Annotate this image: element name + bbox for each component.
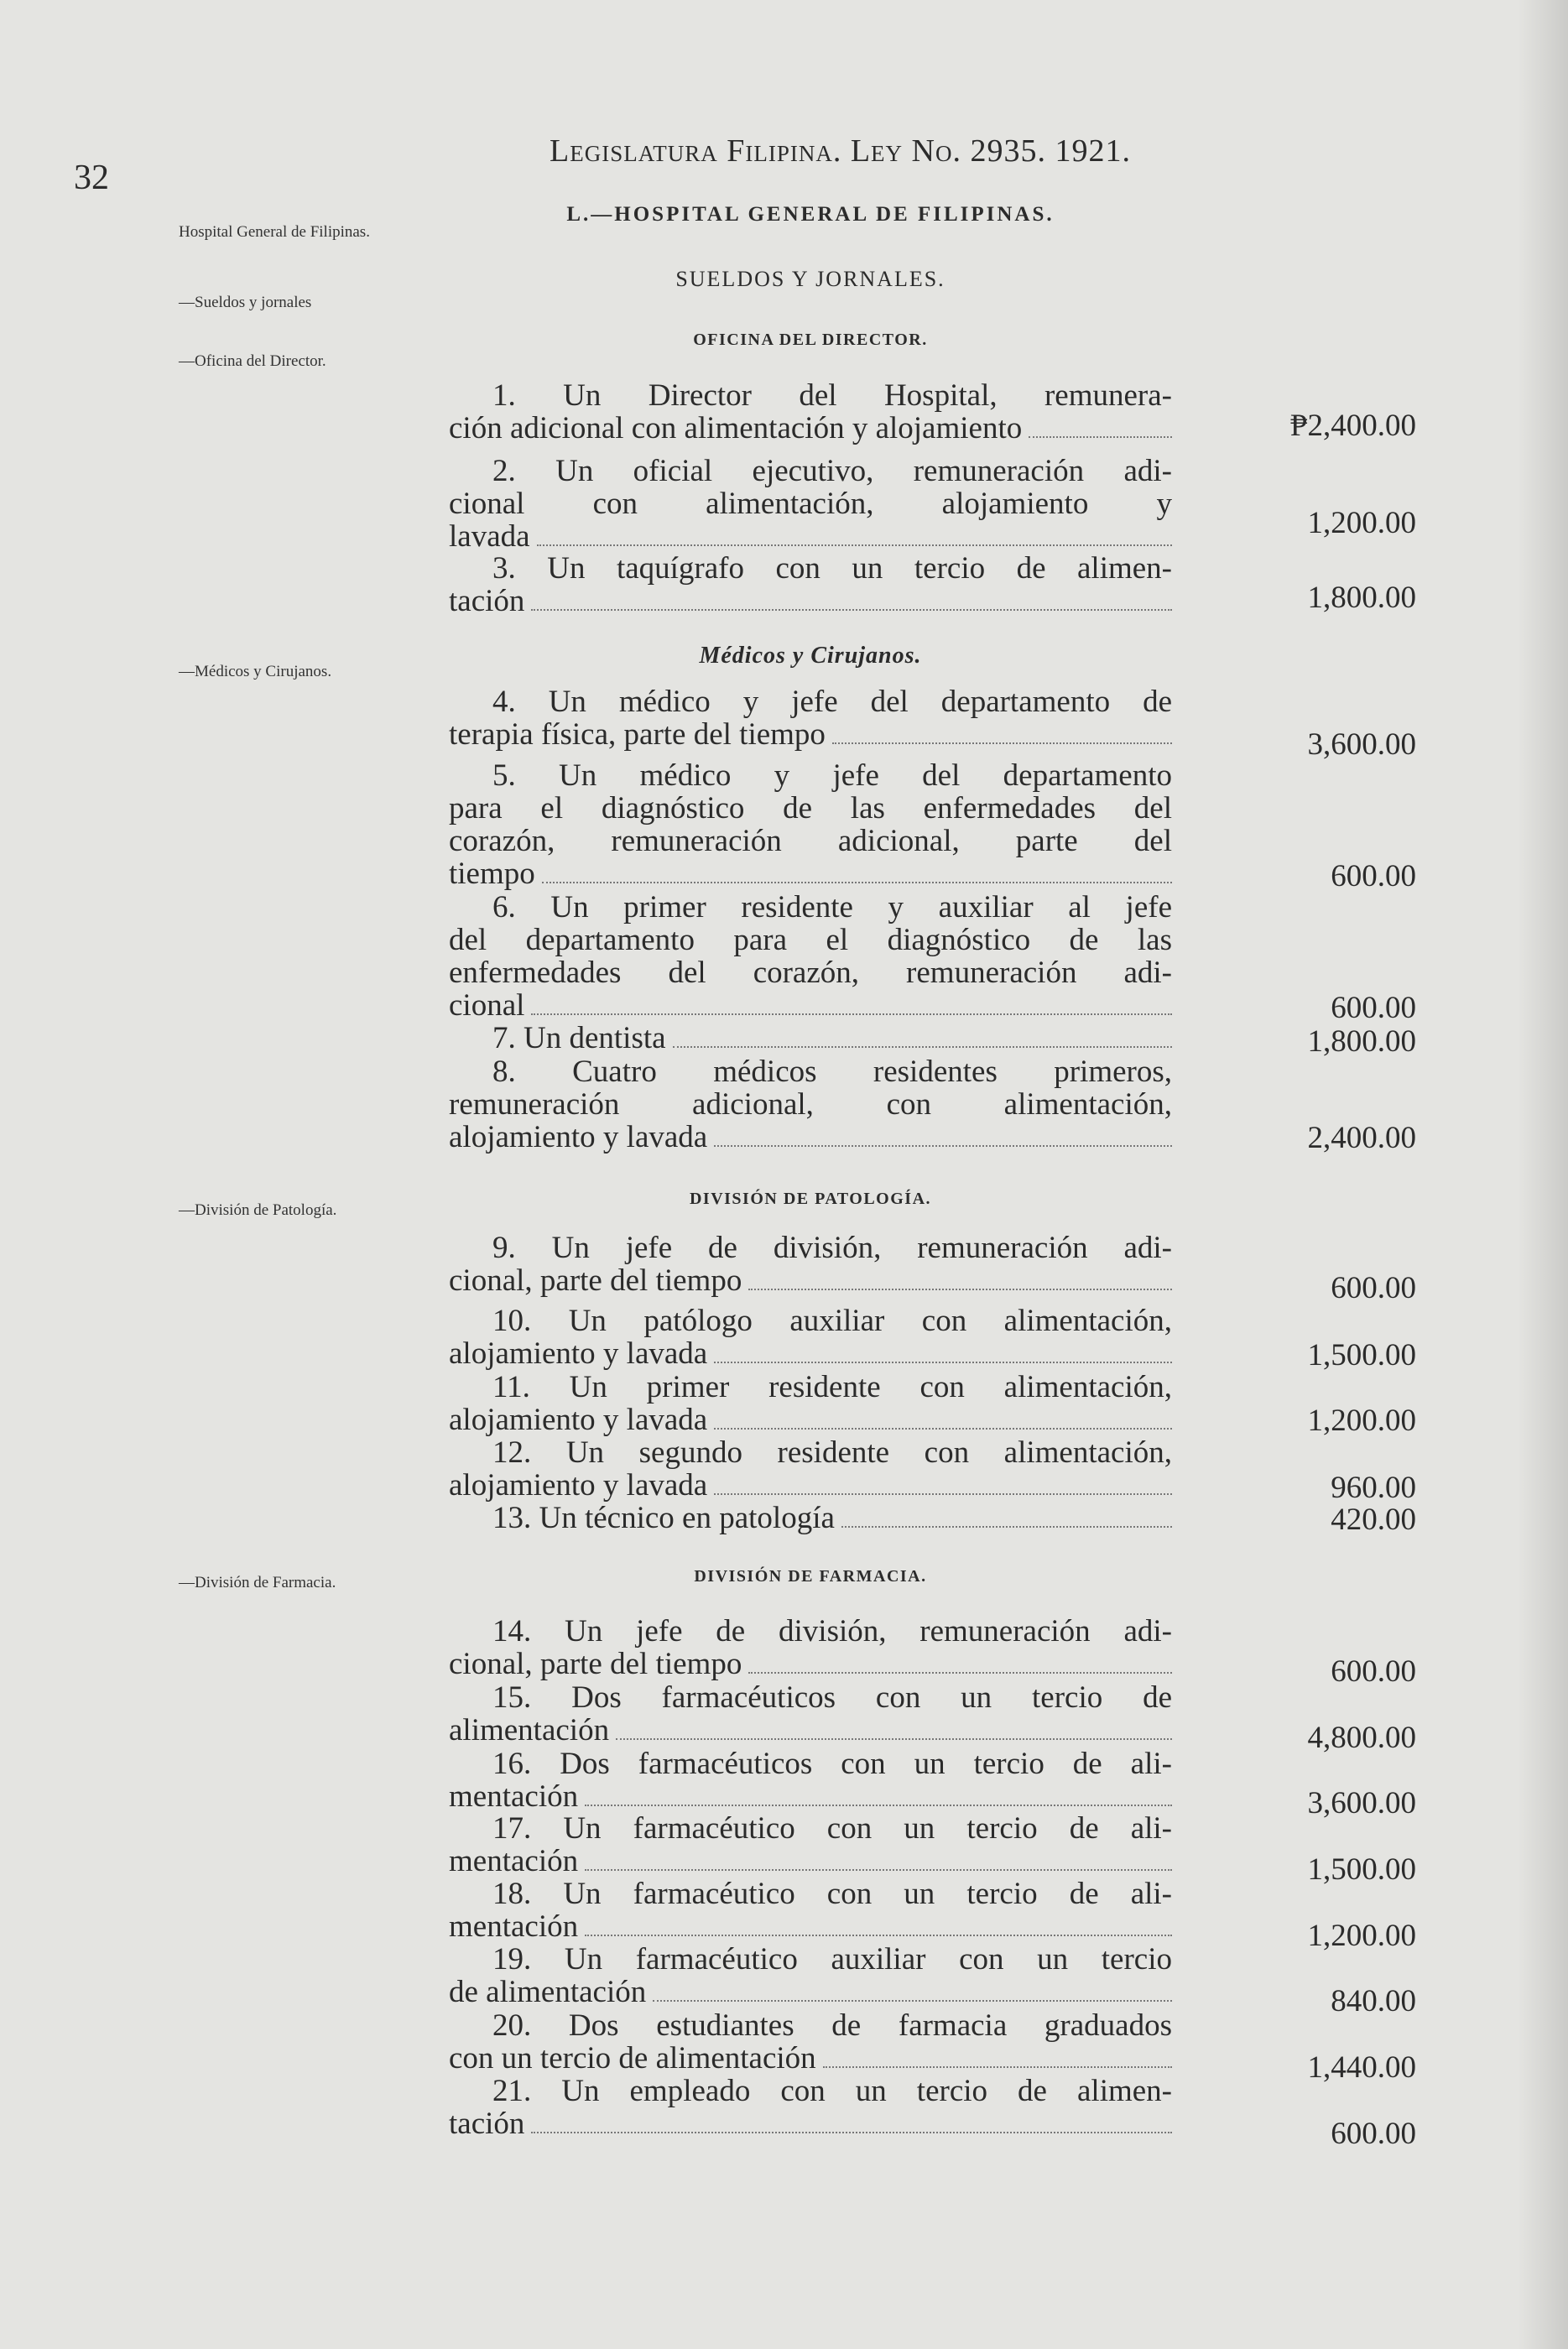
salary-item-line: tiempo bbox=[449, 857, 1172, 891]
salary-item-line: 12. Un segundo residente con alimentación, bbox=[492, 1435, 1172, 1470]
salary-item-line: cional, parte del tiempo bbox=[449, 1648, 1172, 1681]
salary-amount: 600.00 bbox=[1331, 1271, 1416, 1305]
salary-item-line: mentación bbox=[449, 1780, 1172, 1814]
running-head: Legislatura Filipina. Ley No. 2935. 1921. bbox=[550, 133, 1131, 169]
salary-item-line: 2. Un oficial ejecutivo, remuneración adi- bbox=[492, 454, 1172, 488]
salary-item-line: 20. Dos estudiantes de farmacia graduados bbox=[492, 2008, 1172, 2043]
salary-amount: ₱2,400.00 bbox=[1289, 409, 1416, 443]
page-number: 32 bbox=[74, 159, 109, 197]
salary-item-text bbox=[449, 759, 1172, 891]
salary-item bbox=[449, 2009, 1172, 2076]
dot-leader bbox=[748, 1672, 1172, 1674]
dot-leader bbox=[714, 1428, 1172, 1430]
salary-item-text bbox=[449, 379, 1172, 445]
salary-amount: 3,600.00 bbox=[1307, 727, 1416, 762]
dot-leader bbox=[531, 609, 1172, 611]
salary-item bbox=[449, 1305, 1172, 1371]
margin-note-farmacia: —División de Farmacia. bbox=[179, 1574, 336, 1591]
salary-item bbox=[449, 1022, 1172, 1055]
margin-note-hospital: Hospital General de Filipinas. bbox=[179, 223, 370, 241]
salary-amount: 840.00 bbox=[1331, 1984, 1416, 2018]
salary-item-line: cional bbox=[449, 989, 1172, 1023]
salary-item-line: remuneración adicional, con alimentación, bbox=[449, 1087, 1172, 1122]
salary-item-text bbox=[449, 1681, 1172, 1747]
dot-leader bbox=[841, 1526, 1172, 1528]
salary-amount: 600.00 bbox=[1331, 2117, 1416, 2151]
subsection-medicos-heading: Médicos y Cirujanos. bbox=[699, 643, 922, 669]
salary-amount: 1,500.00 bbox=[1307, 1852, 1416, 1887]
dot-leader bbox=[714, 1493, 1172, 1495]
salary-item-line: ción adicional con alimentación y alojamiento bbox=[449, 412, 1172, 445]
salary-amount: 1,800.00 bbox=[1307, 1024, 1416, 1059]
subsection-patologia-heading: DIVISIÓN DE PATOLOGÍA. bbox=[689, 1190, 932, 1208]
salary-item-line: cional con alimentación, alojamiento y bbox=[449, 487, 1172, 521]
salary-amount: 1,200.00 bbox=[1307, 1919, 1416, 1953]
salary-item-text bbox=[449, 1436, 1172, 1503]
salary-item-line: alojamiento y lavada bbox=[449, 1121, 1172, 1154]
salary-item-text bbox=[449, 1232, 1172, 1298]
salary-item bbox=[449, 1371, 1172, 1437]
salary-item-line: 13. Un técnico en patología bbox=[449, 1502, 1172, 1535]
dot-leader bbox=[832, 742, 1172, 744]
page-edge-shadow bbox=[1518, 0, 1568, 2349]
salary-amount: 3,600.00 bbox=[1307, 1786, 1416, 1820]
salary-amount: 4,800.00 bbox=[1307, 1721, 1416, 1755]
salary-item-line: alojamiento y lavada bbox=[449, 1469, 1172, 1503]
salary-item-line: para el diagnóstico de las enfermedades del bbox=[449, 791, 1172, 826]
salary-item-line: tación bbox=[449, 2107, 1172, 2141]
salary-amount: 1,500.00 bbox=[1307, 1338, 1416, 1372]
dot-leader bbox=[531, 2132, 1172, 2133]
salary-item-line: alimentación bbox=[449, 1714, 1172, 1747]
salary-item-line: 9. Un jefe de división, remuneración adi- bbox=[492, 1231, 1172, 1265]
salary-item-line: alojamiento y lavada bbox=[449, 1404, 1172, 1437]
salary-item bbox=[449, 685, 1172, 752]
salary-item-text bbox=[449, 1305, 1172, 1371]
salary-item-line: 7. Un dentista bbox=[449, 1022, 1172, 1055]
margin-note-oficina: —Oficina del Director. bbox=[179, 352, 326, 370]
dot-leader bbox=[714, 1362, 1172, 1363]
subsection-farmacia-heading: DIVISIÓN DE FARMACIA. bbox=[694, 1567, 927, 1586]
salary-item-line: 5. Un médico y jefe del departamento bbox=[492, 758, 1172, 793]
salary-item bbox=[449, 759, 1172, 891]
dot-leader bbox=[542, 882, 1172, 883]
salary-item bbox=[449, 1878, 1172, 1944]
salary-amount: 600.00 bbox=[1331, 1654, 1416, 1689]
salary-item bbox=[449, 1747, 1172, 1814]
salary-item bbox=[449, 552, 1172, 618]
salary-item bbox=[449, 1812, 1172, 1878]
salary-item-line: alojamiento y lavada bbox=[449, 1337, 1172, 1371]
salary-item-text bbox=[449, 1022, 1172, 1055]
salary-item-line: 10. Un patólogo auxiliar con alimentación, bbox=[492, 1304, 1172, 1338]
margin-note-patologia: —División de Patología. bbox=[179, 1201, 337, 1219]
dot-leader bbox=[585, 1805, 1172, 1806]
salary-amount: 1,440.00 bbox=[1307, 2050, 1416, 2085]
margin-note-medicos: —Médicos y Cirujanos. bbox=[179, 663, 332, 680]
salary-item-text bbox=[449, 552, 1172, 618]
salary-item bbox=[449, 1502, 1172, 1535]
salary-item-line: 8. Cuatro médicos residentes primeros, bbox=[492, 1055, 1172, 1089]
dot-leader bbox=[673, 1046, 1172, 1048]
salary-item-line: de alimentación bbox=[449, 1976, 1172, 2009]
salary-item-line: 15. Dos farmacéuticos con un tercio de bbox=[492, 1680, 1172, 1715]
dot-leader bbox=[1029, 436, 1172, 438]
salary-item-line: enfermedades del corazón, remuneración adi- bbox=[449, 956, 1172, 990]
salary-item-line: 17. Un farmacéutico con un tercio de ali- bbox=[492, 1811, 1172, 1846]
salary-item-line: mentación bbox=[449, 1910, 1172, 1944]
dot-leader bbox=[537, 544, 1172, 546]
salary-amount: 1,200.00 bbox=[1307, 506, 1416, 540]
salary-item bbox=[449, 1232, 1172, 1298]
salary-amount: 600.00 bbox=[1331, 991, 1416, 1025]
dot-leader bbox=[531, 1013, 1172, 1015]
salary-item-text bbox=[449, 1747, 1172, 1814]
margin-note-sueldos: —Sueldos y jornales bbox=[179, 294, 312, 311]
dot-leader bbox=[823, 2066, 1172, 2068]
subsection-oficina-heading: OFICINA DEL DIRECTOR. bbox=[693, 331, 928, 349]
salary-item-line: 21. Un empleado con un tercio de alimen- bbox=[492, 2074, 1172, 2108]
salary-item-line: 11. Un primer residente con alimentación, bbox=[492, 1370, 1172, 1404]
salary-item-line: mentación bbox=[449, 1845, 1172, 1878]
salary-item-text bbox=[449, 685, 1172, 752]
dot-leader bbox=[748, 1289, 1172, 1290]
salary-item bbox=[449, 2075, 1172, 2141]
dot-leader bbox=[653, 2000, 1172, 2002]
salary-item-text bbox=[449, 455, 1172, 554]
salary-item-line: tación bbox=[449, 585, 1172, 618]
salary-amount: 600.00 bbox=[1331, 859, 1416, 893]
salary-item bbox=[449, 891, 1172, 1023]
dot-leader bbox=[616, 1738, 1172, 1740]
salary-item-text bbox=[449, 1055, 1172, 1154]
salary-item-text bbox=[449, 1943, 1172, 2009]
salary-item-line: terapia física, parte del tiempo bbox=[449, 718, 1172, 752]
salary-item-line: cional, parte del tiempo bbox=[449, 1264, 1172, 1298]
salary-item-text bbox=[449, 2075, 1172, 2141]
salary-item-text bbox=[449, 1812, 1172, 1878]
section-subtitle: SUELDOS Y JORNALES. bbox=[675, 267, 945, 291]
salary-item-text bbox=[449, 1878, 1172, 1944]
dot-leader bbox=[585, 1935, 1172, 1936]
salary-item-line: 19. Un farmacéutico auxiliar con un tercio bbox=[492, 1942, 1172, 1977]
salary-amount: 960.00 bbox=[1331, 1471, 1416, 1505]
salary-item-line: 18. Un farmacéutico con un tercio de ali- bbox=[492, 1877, 1172, 1911]
salary-item-text bbox=[449, 891, 1172, 1023]
salary-amount: 1,200.00 bbox=[1307, 1404, 1416, 1438]
salary-item-text bbox=[449, 1615, 1172, 1681]
salary-item bbox=[449, 1943, 1172, 2009]
salary-item-text bbox=[449, 1371, 1172, 1437]
salary-item-line: con un tercio de alimentación bbox=[449, 2042, 1172, 2076]
dot-leader bbox=[714, 1145, 1172, 1147]
salary-item-line: 16. Dos farmacéuticos con un tercio de ali- bbox=[492, 1747, 1172, 1781]
salary-item-text bbox=[449, 2009, 1172, 2076]
salary-amount: 420.00 bbox=[1331, 1503, 1416, 1537]
dot-leader bbox=[585, 1869, 1172, 1871]
salary-amount: 1,800.00 bbox=[1307, 581, 1416, 615]
salary-item-line: 6. Un primer residente y auxiliar al jefe bbox=[492, 890, 1172, 924]
salary-item-line: lavada bbox=[449, 520, 1172, 554]
section-title: L.—HOSPITAL GENERAL DE FILIPINAS. bbox=[566, 203, 1055, 226]
salary-item bbox=[449, 1436, 1172, 1503]
salary-amount: 2,400.00 bbox=[1307, 1121, 1416, 1155]
salary-item-line: 4. Un médico y jefe del departamento de bbox=[492, 685, 1172, 719]
salary-item-line: corazón, remuneración adicional, parte del bbox=[449, 824, 1172, 858]
salary-item bbox=[449, 1681, 1172, 1747]
salary-item-line: del departamento para el diagnóstico de las bbox=[449, 923, 1172, 957]
salary-item bbox=[449, 379, 1172, 445]
salary-item-text bbox=[449, 1502, 1172, 1535]
salary-item-line: 14. Un jefe de división, remuneración adi- bbox=[492, 1614, 1172, 1648]
salary-item bbox=[449, 1055, 1172, 1154]
salary-item bbox=[449, 455, 1172, 554]
salary-item-line: 1. Un Director del Hospital, remunera- bbox=[492, 378, 1172, 413]
salary-item-line: 3. Un taquígrafo con un tercio de alimen- bbox=[492, 551, 1172, 586]
salary-item bbox=[449, 1615, 1172, 1681]
